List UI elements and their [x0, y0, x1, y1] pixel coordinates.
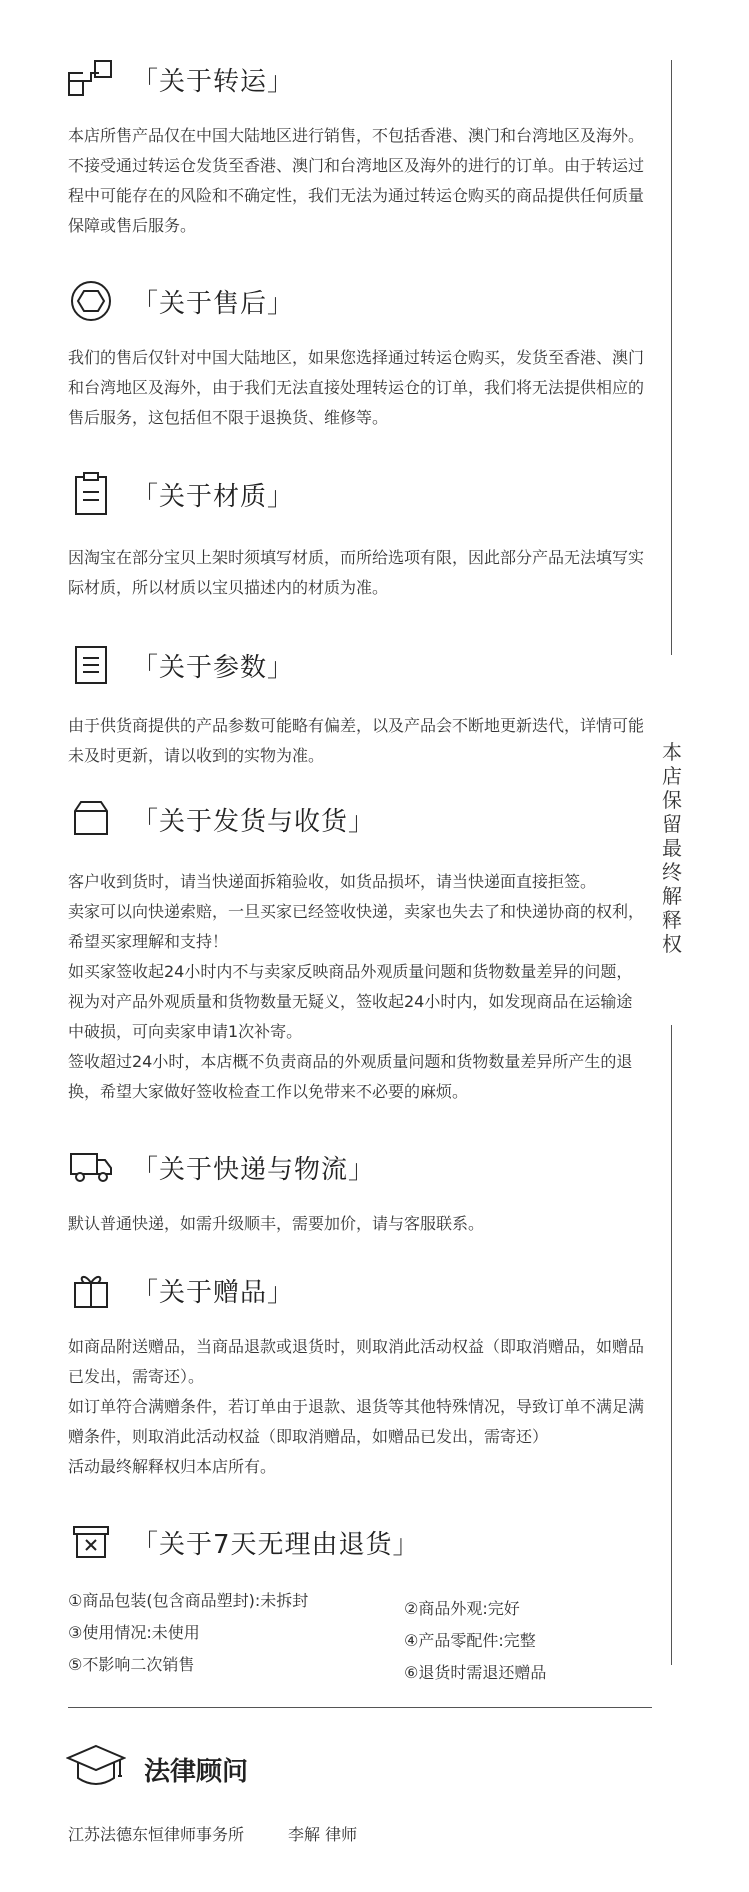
- return-condition: ①商品包装(包含商品塑封):未拆封: [68, 1591, 309, 1610]
- overlapping-squares-icon: [66, 55, 116, 103]
- package-box-icon: [66, 795, 116, 843]
- section-body-transship: [68, 121, 648, 241]
- paragraph: 默认普通快递，如需升级顺丰，需要加价，请与客服联系。: [68, 1214, 485, 1233]
- section-heading: 「关于快递与物流」: [132, 1154, 376, 1185]
- gift-box-icon: [66, 1266, 116, 1314]
- legal-heading: 法律顾问: [144, 1756, 249, 1787]
- side-caption: 本店保留最终解释权: [662, 740, 682, 956]
- section-body-gifts: [68, 1332, 648, 1482]
- section-title-returns: [66, 1518, 420, 1566]
- paragraph: 如订单符合满赠条件，若订单由于退款、退货等其他特殊情况，导致订单不满足满赠条件，则取消此活动权益（即取消赠品，如赠品已发出，需寄还）: [68, 1397, 645, 1446]
- side-rule-bottom: [671, 1025, 672, 1665]
- section-body-material: [68, 543, 648, 603]
- hexagon-circle-icon: [66, 277, 116, 325]
- return-box-icon: [66, 1518, 116, 1566]
- paragraph: 活动最终解释权归本店所有。: [68, 1457, 277, 1476]
- return-condition: ④产品零配件:完整: [404, 1631, 536, 1650]
- section-heading: 「关于7天无理由退货」: [132, 1529, 420, 1560]
- section-title-material: [66, 470, 294, 518]
- graduation-cap-icon: [66, 1742, 126, 1796]
- section-heading: 「关于发货与收货」: [132, 806, 376, 837]
- side-rule-top: [671, 60, 672, 655]
- clipboard-icon: [66, 470, 116, 518]
- paragraph: 卖家可以向快递索赔，一旦买家已经签收快递，卖家也失去了和快递协商的权利，希望买家理解和支持！: [68, 902, 645, 951]
- return-condition: ③使用情况:未使用: [68, 1623, 200, 1642]
- divider: [68, 1707, 652, 1708]
- return-condition: ⑥退货时需退还赠品: [404, 1663, 547, 1682]
- lawyer-name: 李解 律师: [288, 1825, 358, 1844]
- section-title-params: [66, 641, 294, 689]
- section-title-aftersales: [66, 277, 294, 325]
- paragraph: 本店所售产品仅在中国大陆地区进行销售，不包括香港、澳门和台湾地区及海外。不接受通过转运仓发货至香港、澳门和台湾地区及海外的进行的订单。由于转运过程中可能存在的风险和不确定性，我们无法为通过转运仓购买的商品提供任何质量保障或售后服务。: [68, 126, 645, 235]
- law-firm: 江苏法德东恒律师事务所: [68, 1825, 245, 1844]
- paragraph: 因淘宝在部分宝贝上架时须填写材质，而所给选项有限，因此部分产品无法填写实际材质，所以材质以宝贝描述内的材质为准。: [68, 548, 645, 597]
- section-title-logistics: [66, 1143, 375, 1191]
- section-heading: 「关于材质」: [132, 481, 295, 512]
- document-lines-icon: [66, 641, 116, 689]
- paragraph: 如商品附送赠品，当商品退款或退货时，则取消此活动权益（即取消赠品，如赠品已发出，需寄还）。: [68, 1337, 645, 1386]
- delivery-truck-icon: [66, 1143, 116, 1191]
- section-title-transship: [66, 55, 294, 103]
- paragraph: 签收超过24小时，本店概不负责商品的外观质量问题和货物数量差异所产生的退换，希望大家做好签收检查工作以免带来不必要的麻烦。: [68, 1052, 633, 1101]
- paragraph: 如买家签收起24小时内不与卖家反映商品外观质量问题和货物数量差异的问题，视为对产品外观质量和货物数量无疑义，签收起24小时内，如发现商品在运输途中破损，可向卖家申请1次补寄。: [68, 962, 633, 1041]
- paragraph: 我们的售后仅针对中国大陆地区，如果您选择通过转运仓购买，发货至香港、澳门和台湾地区及海外，由于我们无法直接处理转运仓的订单，我们将无法提供相应的售后服务，这包括但不限于退换货、维修等。: [68, 348, 645, 427]
- section-title-shipping: [66, 795, 375, 843]
- legal-title: [66, 1742, 248, 1796]
- section-body-params: [68, 711, 648, 771]
- section-heading: 「关于参数」: [132, 652, 295, 683]
- section-heading: 「关于售后」: [132, 288, 295, 319]
- section-body-aftersales: [68, 343, 648, 433]
- section-heading: 「关于转运」: [132, 66, 295, 97]
- section-body-logistics: [68, 1209, 648, 1239]
- paragraph: 由于供货商提供的产品参数可能略有偏差，以及产品会不断地更新迭代，详情可能未及时更新，请以收到的实物为准。: [68, 716, 645, 765]
- section-heading: 「关于赠品」: [132, 1277, 295, 1308]
- paragraph: 客户收到货时，请当快递面拆箱验收，如货品损坏，请当快递面直接拒签。: [68, 872, 597, 891]
- section-title-gifts: [66, 1266, 294, 1314]
- section-body-shipping: [68, 867, 648, 1107]
- return-condition: ⑤不影响二次销售: [68, 1655, 195, 1674]
- return-condition: ②商品外观:完好: [404, 1599, 520, 1618]
